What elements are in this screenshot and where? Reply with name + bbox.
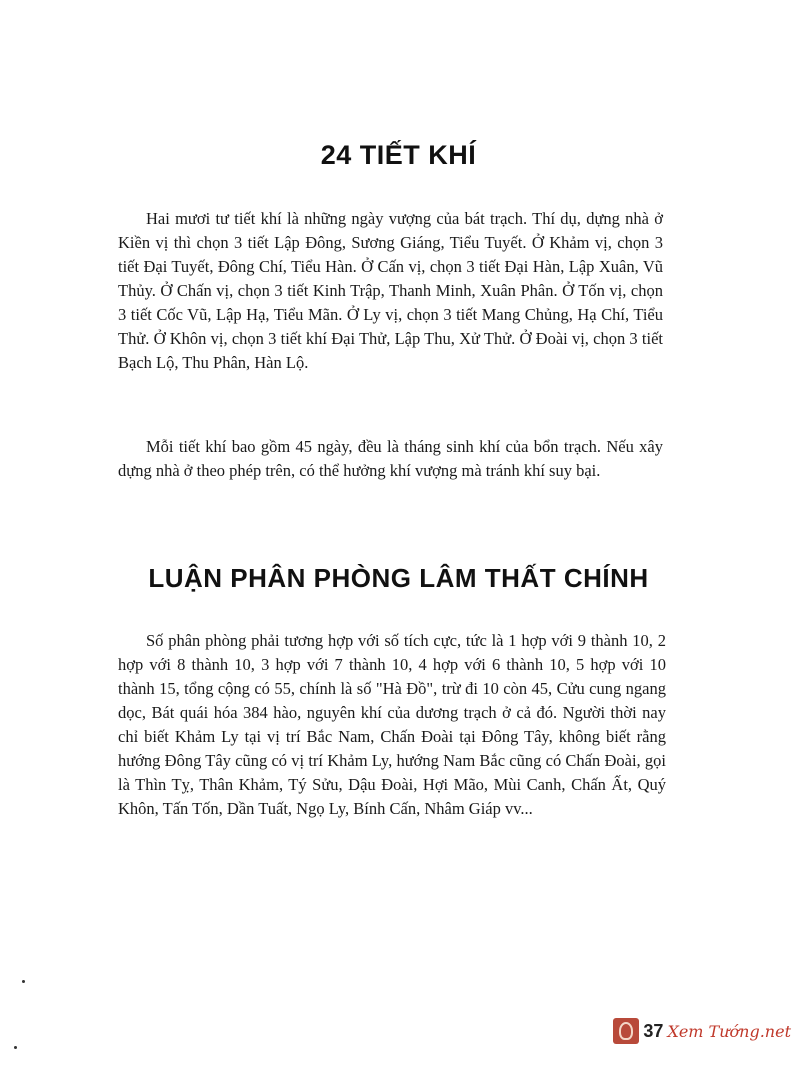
page-number: 37 xyxy=(643,1020,664,1041)
watermark xyxy=(613,1016,791,1046)
paragraph-tiet-khi-list: Hai mươi tư tiết khí là những ngày vượng của bát trạch. Thí dụ, dựng nhà ở Kiền vị thì chọn 3 tiết Lập Đông, Sương Giáng, Tiểu Tuyết. Ở Khảm vị, chọn 3 tiết Đại Tuyết, Đông Chí, Tiểu Hàn. Ở Cấn vị, chọn 3 tiết Đại Hàn, Lập Xuân, Vũ Thủy. Ở Chấn vị, chọn 3 tiết Kinh Trập, Thanh Minh, Xuân Phân. Ở Tốn vị, chọn 3 tiết Cốc Vũ, Lập Hạ, Tiểu Mãn. Ở Ly vị, chọn 3 tiết Mang Chủng, Hạ Chí, Tiểu Thử. Ở Khôn vị, chọn 3 tiết khí Đại Thử, Lập Thu, Xử Thử. Ở Đoài vị, chọn 3 tiết Bạch Lộ, Thu Phân, Hàn Lộ. xyxy=(118,209,663,372)
section-title-luan-phan-phong: LUẬN PHÂN PHÒNG LÂM THẤT CHÍNH xyxy=(148,563,649,593)
scan-speck xyxy=(22,980,25,983)
watermark-text: Xem Tướng.net xyxy=(667,1021,791,1041)
watermark-logo-icon xyxy=(613,1018,639,1044)
section-title-24-tiet-khi: 24 TIẾT KHÍ xyxy=(320,140,477,170)
scan-speck xyxy=(14,1046,17,1049)
paragraph-tiet-khi-note: Mỗi tiết khí bao gồm 45 ngày, đều là tháng sinh khí của bổn trạch. Nếu xây dựng nhà ở theo phép trên, có thể hưởng khí vượng mà tránh khí suy bại. xyxy=(118,437,663,480)
paragraph-phan-phong: Số phân phòng phải tương hợp với số tích cực, tức là 1 hợp với 9 thành 10, 2 hợp với 8 thành 10, 3 hợp với 7 thành 10, 4 hợp với 6 thành 10, 5 hợp với 10 thành 15, tổng cộng có 55, chính là số "Hà Đồ", trừ đi 10 còn 45, Cửu cung ngang dọc, Bát quái hóa 384 hào, nguyên khí của dương trạch ở cả đó. Người thời nay chỉ biết Khảm Ly tại vị trí Bắc Nam, Chấn Đoài tại Đông Tây, không biết rằng hướng Đông Tây cũng có vị trí Khảm Ly, hướng Nam Bắc cũng có Chấn Đoài, gọi là Thìn Tỵ, Thân Khảm, Tý Sửu, Dậu Đoài, Hợi Mão, Mùi Canh, Chấn Ất, Quý Khôn, Tấn Tốn, Dần Tuất, Ngọ Ly, Bính Cấn, Nhâm Giáp vv... xyxy=(118,631,666,818)
